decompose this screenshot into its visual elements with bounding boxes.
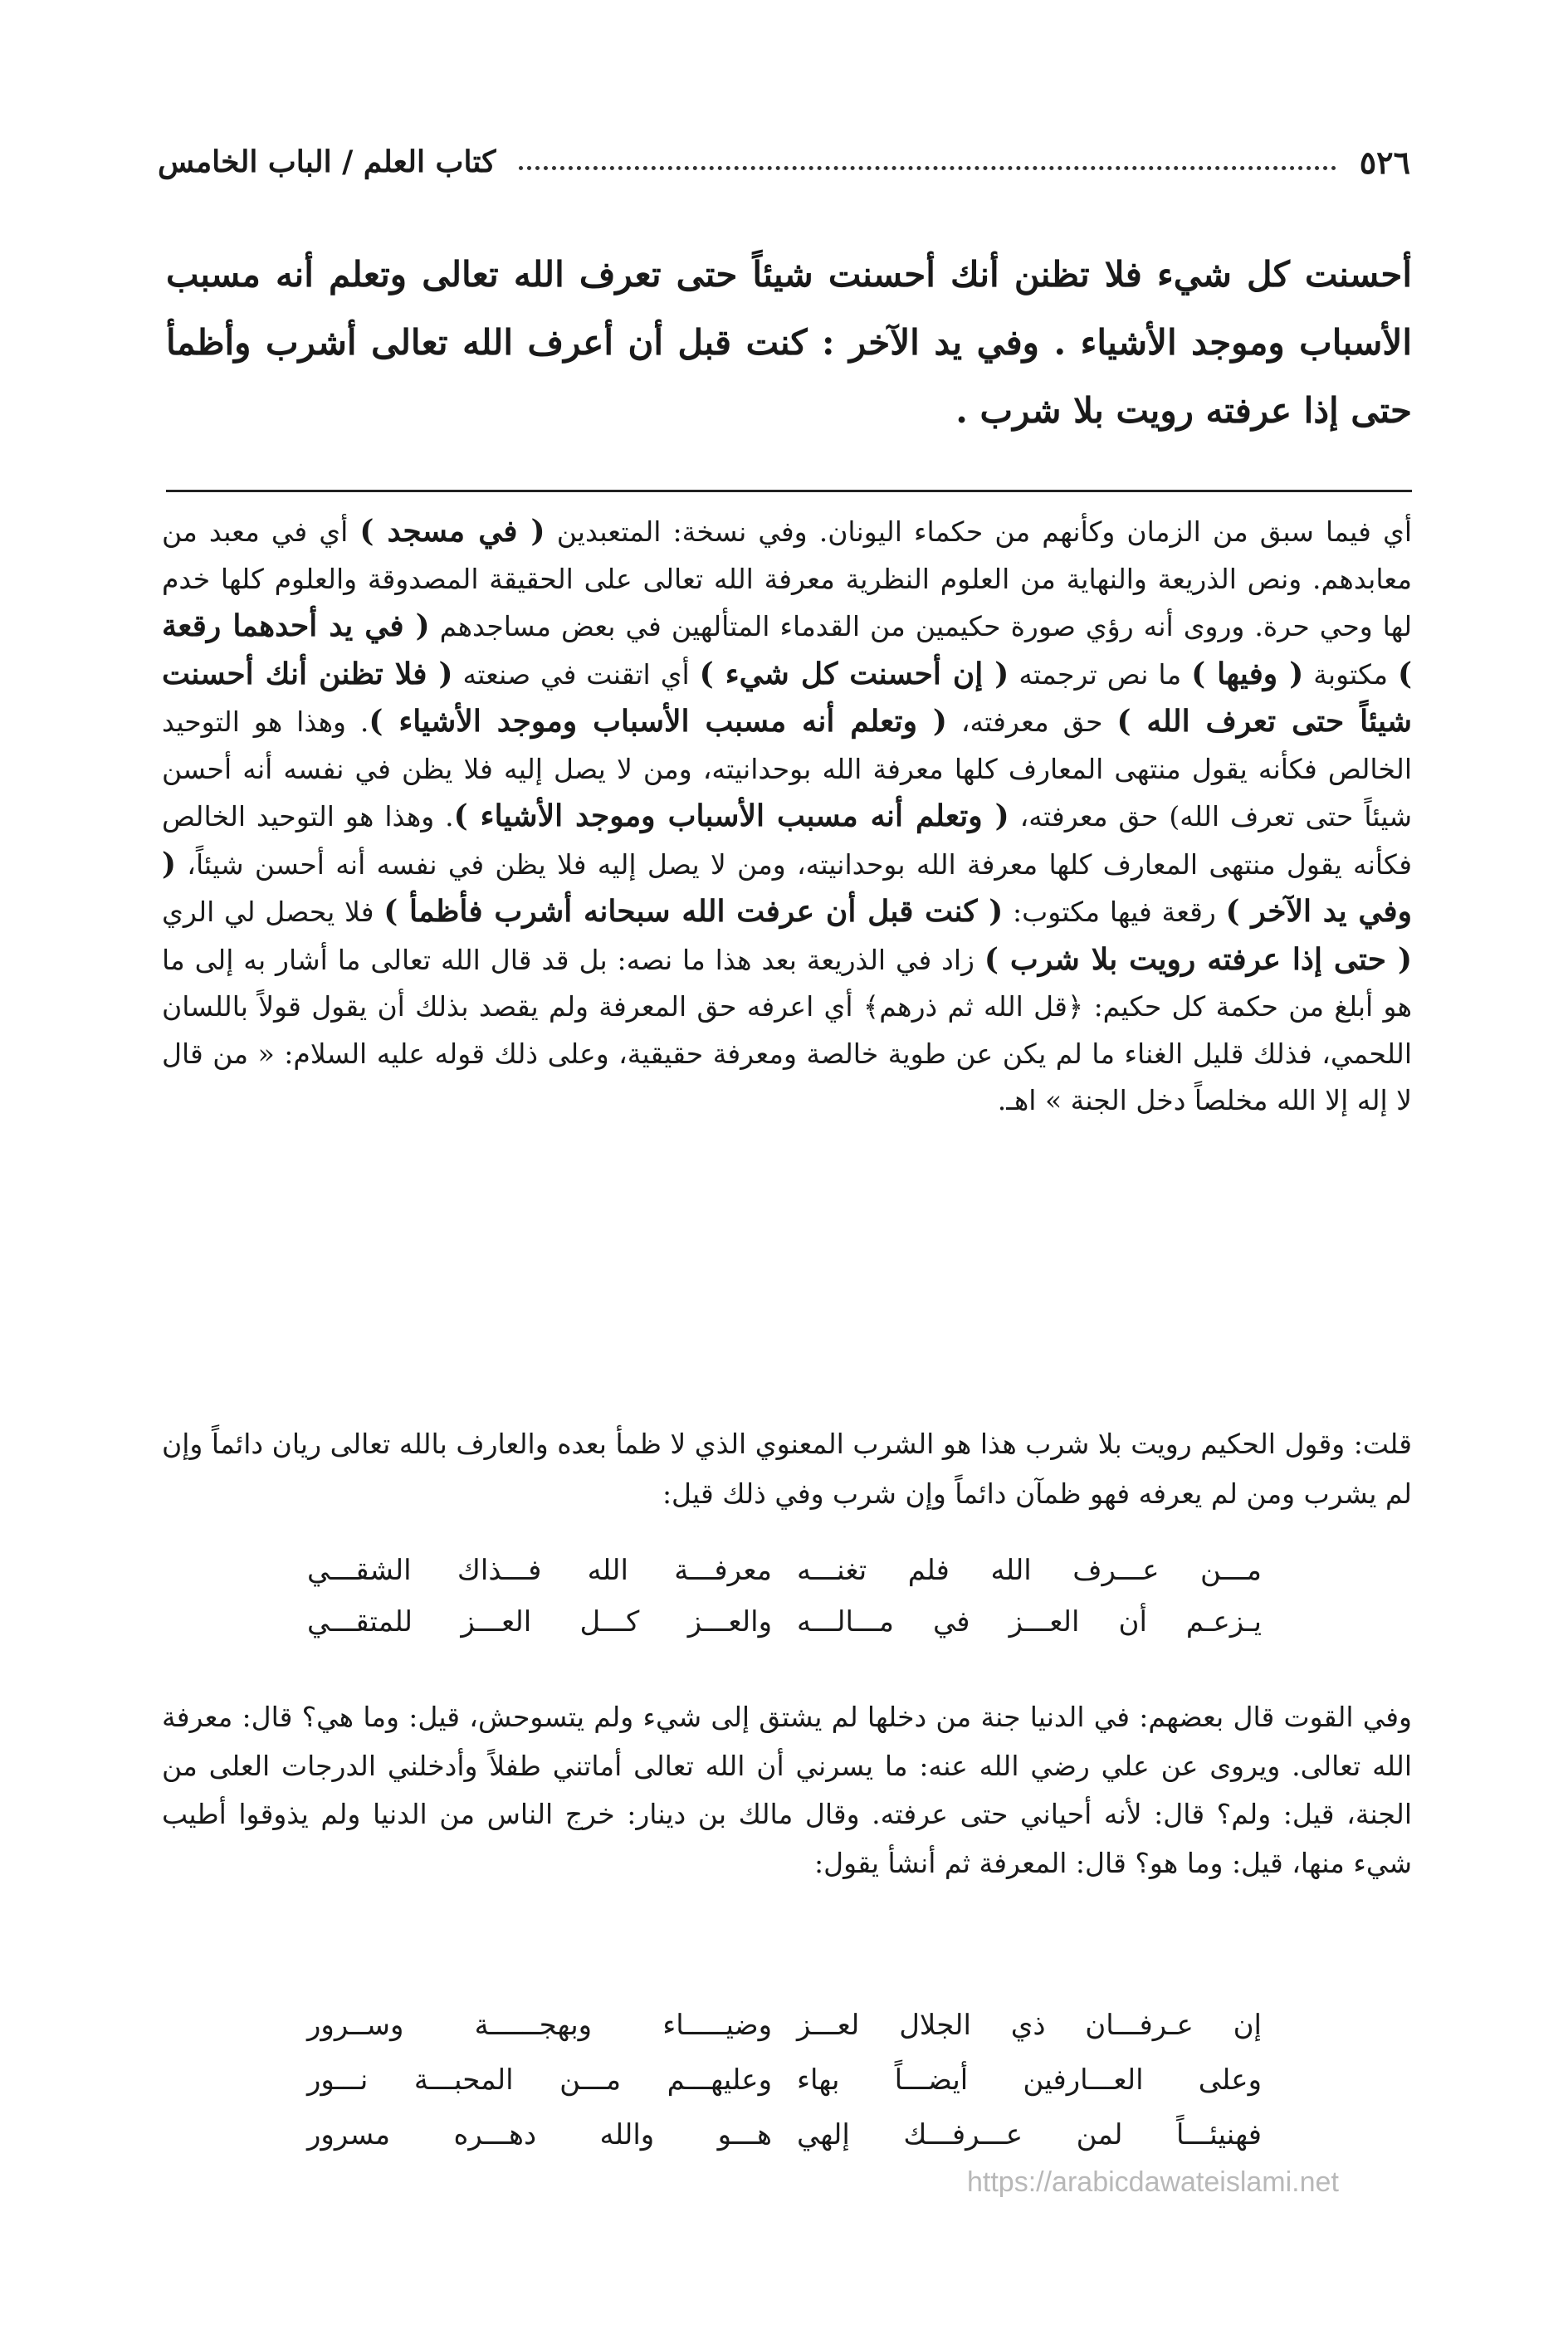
verse-second-hemistich: معرفـــة الله فـــذاك الشقـــي bbox=[307, 1554, 772, 1587]
verse-second-hemistich: وعليهـــم مـــن المحبـــة نـــور bbox=[307, 2063, 772, 2097]
commentary-text: . وهذا هو التوحيد الخالص فكأنه يقول منتهى المعارف كلها معرفة الله بوحدانيته، ومن لا يصل إليه فلا يظن في نفسه أنه أحسن شيئاً، bbox=[162, 800, 1412, 881]
verse-first-hemistich: مـــن عـــرف الله فلم تغنـــه bbox=[797, 1554, 1262, 1587]
verse-first-hemistich: يـزعـم أن العـــز في مـــالـــه bbox=[797, 1605, 1262, 1638]
verse bbox=[307, 2009, 1262, 2063]
verse bbox=[307, 2063, 1262, 2118]
quoted-phrase: ( كنت قبل أن عرفت الله سبحانه أشرب فأظمأ ) bbox=[383, 894, 1004, 929]
poem-2 bbox=[307, 2009, 1262, 2173]
running-title: كتاب العلم / الباب الخامس bbox=[158, 144, 496, 179]
commentary-text: أي في معبد من معابدهم. ونص الذريعة والنهاية من العلوم النظرية معرفة الله تعالى على الحقيقة المصدوقة والعلوم كلها خدم لها وحي حرة. وروى أنه رؤي صورة حكيمين من القدماء المتألهين في بعض مساجدهم bbox=[162, 515, 1412, 642]
quoted-phrase: ( فلا تظنن أنك أحسنت شيئاً حتى تعرف الله ) bbox=[162, 656, 1412, 739]
commentary-text: مكتوبة bbox=[1303, 657, 1398, 691]
poem-1 bbox=[307, 1554, 1262, 1657]
page-number: ٥٢٦ bbox=[1359, 143, 1410, 181]
commentary-paragraph bbox=[162, 508, 1412, 1125]
quoted-phrase: ( حتى إذا عرفته رويت بلا شرب ) bbox=[984, 941, 1412, 977]
paragraph-text: قلت: وقول الحكيم رويت بلا شرب هذا هو الشرب المعنوي الذي لا ظمأ بعده والعارف بالله تعالى ريان دائماً وإن لم يشرب ومن لم يعرفه فهو ظمآن دائماً وإن شرب وفي ذلك قيل: bbox=[162, 1428, 1412, 1510]
paragraph-qut bbox=[162, 1693, 1412, 1887]
commentary-text: رقعة فيها مكتوب: bbox=[1003, 896, 1226, 928]
commentary-text: ما نص ترجمته bbox=[1009, 657, 1192, 691]
footnote-divider bbox=[166, 490, 1412, 492]
verse-first-hemistich: إن عـرفـــان ذي الجلال لعـــز bbox=[797, 2009, 1262, 2042]
verse bbox=[307, 1554, 1262, 1605]
verse-first-hemistich: وعلى العـــارفين أيضـــاً بهاء bbox=[797, 2063, 1262, 2097]
commentary-text: فلا يحصل لي الري bbox=[162, 896, 384, 928]
commentary bbox=[162, 508, 1412, 1125]
commentary-text: زاد في الذريعة بعد هذا ما نصه: بل قد قال الله تعالى ما أشار به إلى ما هو أبلغ من حكمة كل حكيم: ﴿قل الله ثم ذرهم﴾ أي اعرفه حق المعرفة ولم يقصد بذلك أن يقول قولاً باللسان اللحمي، فذلك قليل الغناء ما لم يكن عن طوية خالصة ومعرفة حقيقية، وعلى ذلك قوله عليه السلام: « من قال لا إله إلا الله مخلصاً دخل الجنة » اهـ. bbox=[162, 943, 1412, 1116]
quoted-phrase: ( وتعلم أنه مسبب الأسباب وموجد الأشياء ) bbox=[453, 798, 1009, 833]
quoted-phrase: ( في يد أحدهما رقعة ) bbox=[162, 608, 1413, 691]
paragraph-text: وفي القوت قال بعضهم: في الدنيا جنة من دخلها لم يشتق إلى شيء ولم يتسوحش، قيل: وما هي؟ قال: معرفة الله تعالى. ويروى عن علي رضي الله عنه: ما يسرني أن الله تعالى أماتني طفلاً وأدخلني الدرجات العلى من الجنة، قيل: ولم؟ قال: لأنه أحياني حتى عرفته. وقال مالك بن دينار: خرج الناس من الدنيا ولم يذوقوا أطيب شيء منها، قيل: وما هو؟ قال: المعرفة ثم أنشأ يقول: bbox=[162, 1701, 1412, 1879]
commentary-text: أي اتقنت في صنعته bbox=[452, 657, 700, 691]
verse-second-hemistich: وضيـــــاء وبهجــــــة وســرور bbox=[307, 2009, 772, 2042]
paragraph-qultu bbox=[162, 1419, 1412, 1519]
commentary-text: أي فيما سبق من الزمان وكأنهم من حكماء اليونان. وفي نسخة: المتعبدين bbox=[545, 515, 1412, 548]
header-dotted-leader bbox=[519, 164, 1336, 170]
commentary-text: حق معرفته، bbox=[946, 706, 1117, 738]
watermark-url: https://arabicdawateislami.net bbox=[967, 2166, 1339, 2198]
quoted-phrase: ( إن أحسنت كل شيء ) bbox=[699, 656, 1009, 691]
verse-second-hemistich: هـــو والله دهـــره مسرور bbox=[307, 2118, 772, 2151]
verse bbox=[307, 1605, 1262, 1657]
quoted-phrase: ( في مسجد ) bbox=[359, 514, 545, 549]
main-text: أحسنت كل شيء فلا تظنن أنك أحسنت شيئاً حتى تعرف الله تعالى وتعلم أنه مسبب الأسباب وموجد الأشياء . وفي يد الآخر : كنت قبل أن أعرف الله تعالى أشرب وأظمأ حتى إذا عرفته رويت بلا شرب . bbox=[166, 254, 1412, 431]
quoted-phrase: ( وفي يد الآخر ) bbox=[162, 846, 1412, 929]
quoted-phrase: ( وفيها ) bbox=[1191, 656, 1304, 691]
page-header bbox=[158, 137, 1410, 187]
quoted-phrase: ( وتعلم أنه مسبب الأسباب وموجد الأشياء ) bbox=[369, 704, 947, 739]
verse bbox=[307, 2118, 1262, 2173]
verse-second-hemistich: والعـــز كـــل العـــز للمتقـــي bbox=[307, 1605, 772, 1638]
commentary-text: . وهذا هو التوحيد الخالص فكأنه يقول منتهى المعارف كلها معرفة الله بوحدانيته، ومن لا يصل إليه فلا يظن في نفسه أنه أحسن شيئاً حتى تعرف الله) حق معرفته، bbox=[162, 706, 1412, 833]
verse-first-hemistich: فهنيئـــاً لمن عـــرفـــك إلهي bbox=[797, 2118, 1262, 2151]
